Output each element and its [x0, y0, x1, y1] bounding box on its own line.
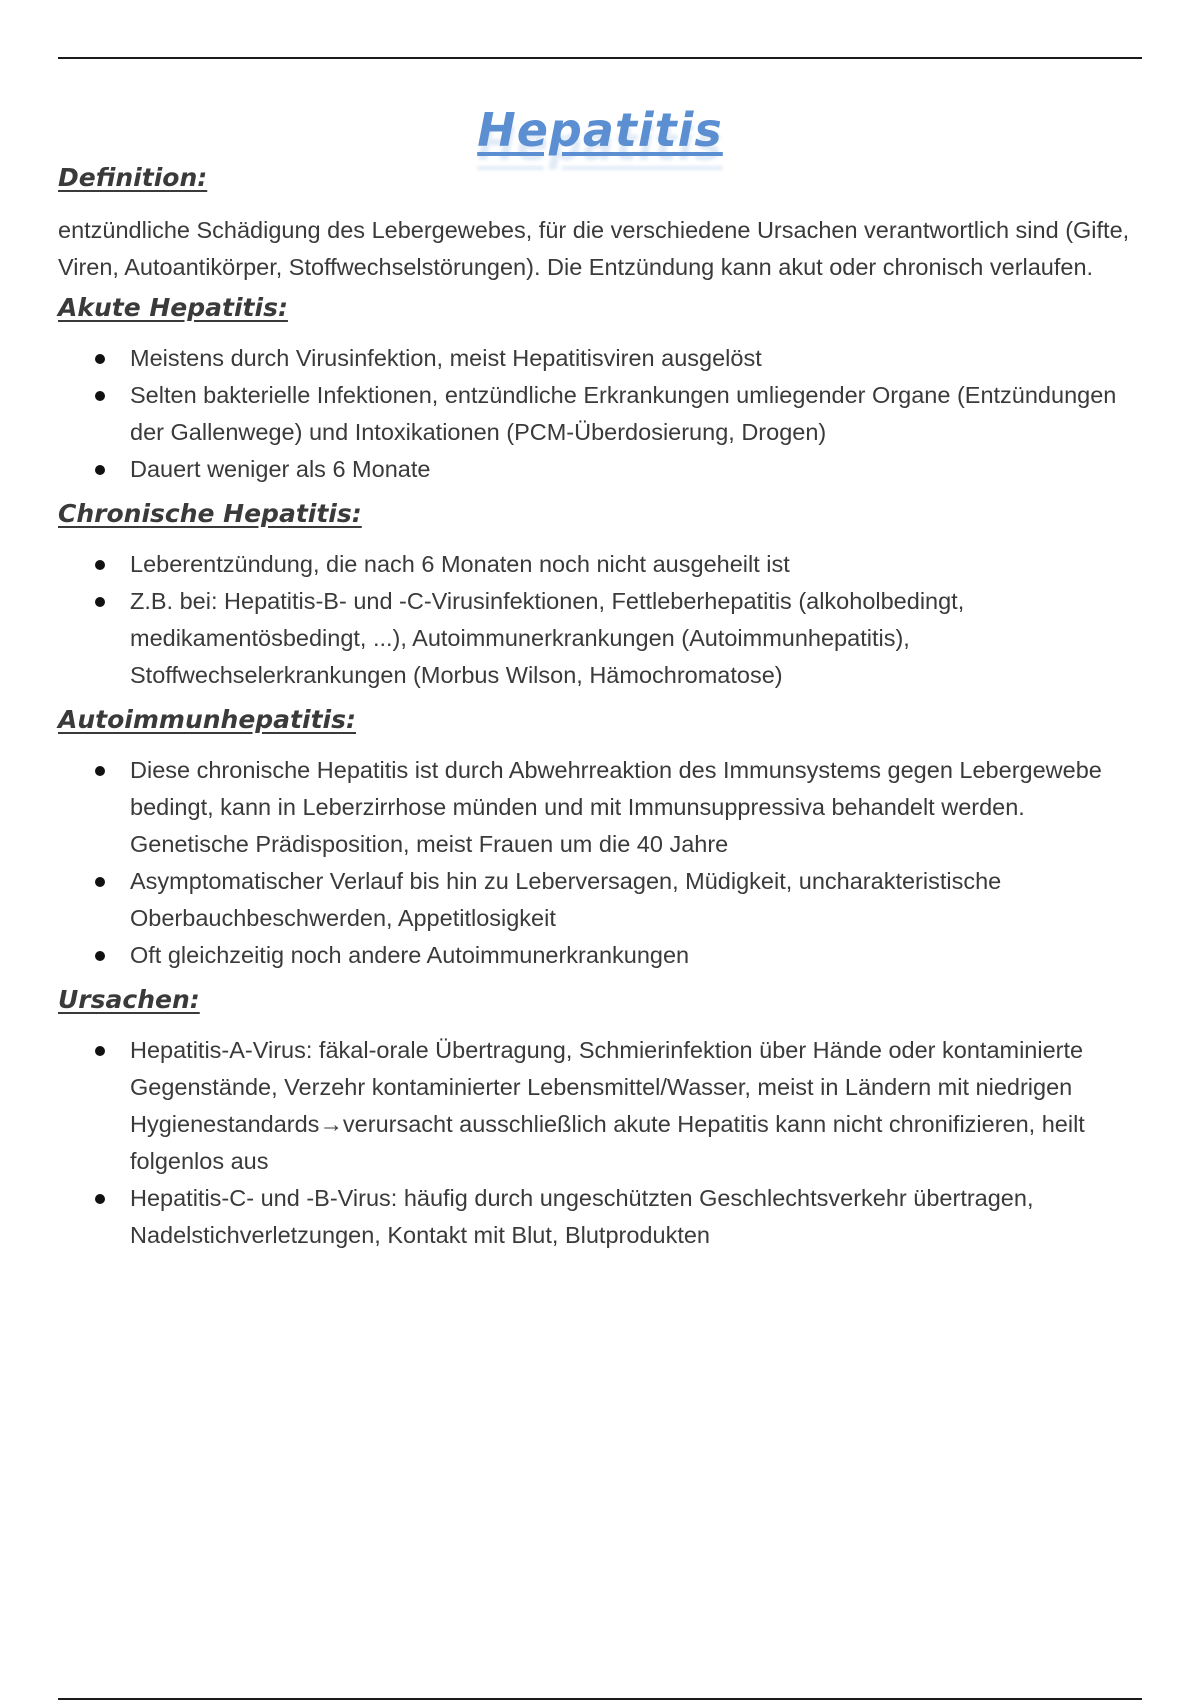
definition-heading: Definition:	[58, 163, 208, 192]
list-item: Z.B. bei: Hepatitis-B- und -C-Virusinfektionen, Fettleberhepatitis (alkoholbedingt, medikamentösbedingt, ...), Autoimmunerkrankungen (Autoimmunhepatitis), Stoffwechselerkrankungen (Morbus Wilson, Hämochromatose)	[130, 583, 1142, 694]
ursachen-list	[58, 1032, 1142, 1254]
list-item: Asymptomatischer Verlauf bis hin zu Leberversagen, Müdigkeit, uncharakteristische Oberbauchbeschwerden, Appetitlosigkeit	[130, 863, 1142, 937]
bullet-icon	[95, 951, 105, 961]
list-item: Selten bakterielle Infektionen, entzündliche Erkrankungen umliegender Organe (Entzündungen der Gallenwege) und Intoxikationen (PCM-Überdosierung, Drogen)	[130, 377, 1142, 451]
document-body	[58, 160, 1142, 1262]
autoimmunhepatitis-heading: Autoimmunhepatitis:	[58, 705, 356, 734]
definition-text: entzündliche Schädigung des Lebergewebes, für die verschiedene Ursachen verantwortlich sind (Gifte, Viren, Autoantikörper, Stoffwechselstörungen). Die Entzündung kann akut oder chronisch verlaufen.	[58, 217, 1130, 280]
bullet-icon	[95, 766, 105, 776]
akute-hepatitis-heading: Akute Hepatitis:	[58, 293, 288, 322]
list-item: Meistens durch Virusinfektion, meist Hepatitisviren ausgelöst	[130, 340, 1142, 377]
list-item: Leberentzündung, die nach 6 Monaten noch nicht ausgeheilt ist	[130, 546, 1142, 583]
chronische-hepatitis-list	[58, 546, 1142, 694]
bullet-icon	[95, 1046, 105, 1056]
list-item: Dauert weniger als 6 Monate	[130, 451, 1142, 488]
bullet-icon	[95, 560, 105, 570]
akute-hepatitis-list	[58, 340, 1142, 488]
list-item: Diese chronische Hepatitis ist durch Abwehrreaktion des Immunsystems gegen Lebergewebe bedingt, kann in Leberzirrhose münden und mit Immunsuppressiva behandelt werden. Genetische Prädisposition, meist Frauen um die 40 Jahre	[130, 752, 1142, 863]
bullet-icon	[95, 877, 105, 887]
chronische-hepatitis-heading: Chronische Hepatitis:	[58, 499, 362, 528]
bullet-icon	[95, 1194, 105, 1204]
autoimmunhepatitis-list	[58, 752, 1142, 974]
ursachen-heading: Ursachen:	[58, 985, 200, 1014]
bullet-icon	[95, 597, 105, 607]
bullet-icon	[95, 391, 105, 401]
bullet-icon	[95, 465, 105, 475]
bullet-icon	[95, 354, 105, 364]
top-rule	[58, 57, 1142, 59]
list-item: Hepatitis-A-Virus: fäkal-orale Übertragung, Schmierinfektion über Hände oder kontaminierte Gegenstände, Verzehr kontaminierter Lebensmittel/Wasser, meist in Ländern mit niedrigen Hygienestandards→verursacht ausschließlich akute Hepatitis kann nicht chronifizieren, heilt folgenlos aus	[130, 1032, 1142, 1180]
list-item: Oft gleichzeitig noch andere Autoimmunerkrankungen	[130, 937, 1142, 974]
list-item: Hepatitis-C- und -B-Virus: häufig durch ungeschützten Geschlechtsverkehr übertragen, Nadelstichverletzungen, Kontakt mit Blut, Blutprodukten	[130, 1180, 1142, 1254]
page-title: Hepatitis	[477, 102, 723, 157]
